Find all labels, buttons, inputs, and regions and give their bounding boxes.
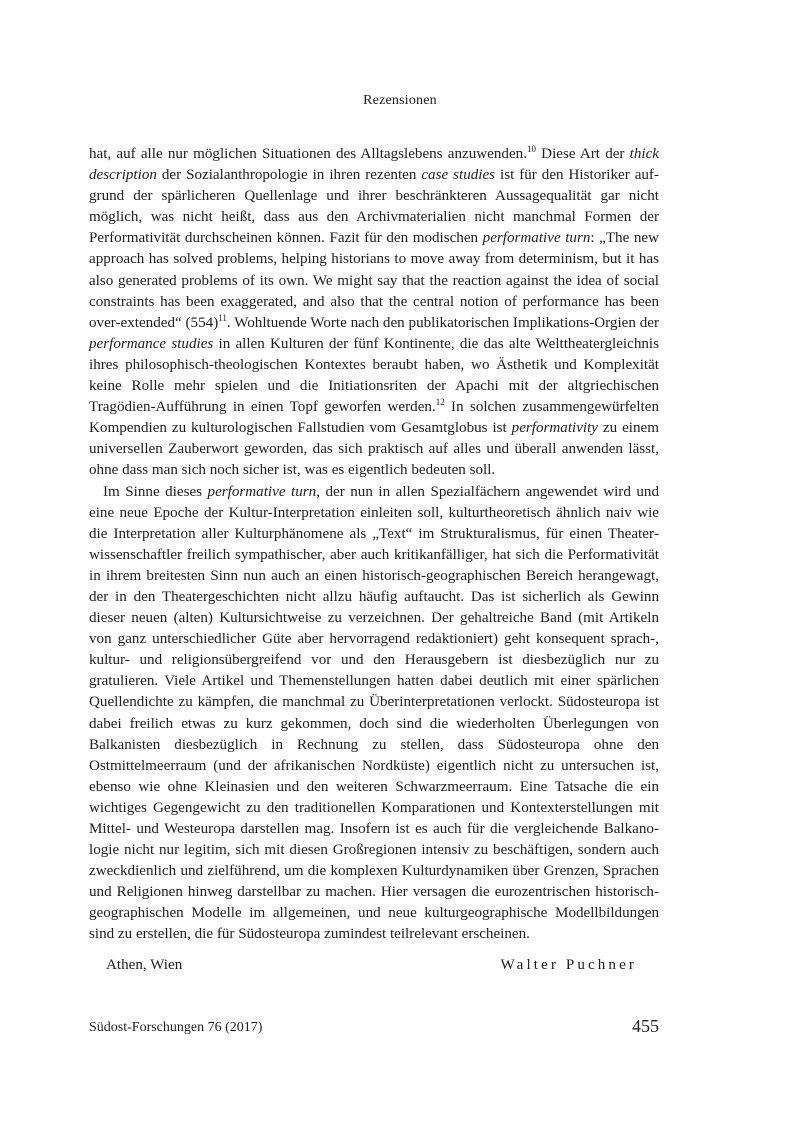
page-number: 455 (632, 1016, 659, 1036)
footnote-ref: 10 (526, 144, 536, 154)
italic-term: performativity (511, 420, 599, 437)
text-run: in allen Kulturen der fünf Kontinente, die das alte Welttheatergleichnis ihres philosophisch-theologischen Kontextes beraubt haben, wo Ästhetik und Komplexität keine Rolle mehr spielen und die Initiationsriten der Apachi mit der altgriechischen Tragödien-Aufführung in einen Topf geworfen werden. (89, 335, 659, 416)
italic-term: performative turn (207, 483, 317, 500)
text-run: Im Sinne dieses (103, 483, 208, 500)
text-run: Diese Art der (535, 146, 630, 162)
text-run: . Wohltuende Worte nach den publikatorischen Implikations-Orgien der (226, 314, 659, 331)
signature-place: Athen, Wien (106, 957, 183, 973)
italic-term: thick description (89, 146, 659, 184)
text-run: zu einem universellen Zauberwort geworden, das sich praktisch auf alles und überall anwenden lässt, ohne dass man sich noch sicher ist, was es eigentlich bedeuten soll. (89, 420, 659, 479)
footnote-ref: 12 (435, 397, 445, 408)
paragraph-2 (89, 482, 659, 946)
text-run: der Sozialanthropologie in ihren rezenten (156, 167, 422, 184)
italic-term: performance studies (89, 335, 214, 352)
italic-term: case studies (421, 167, 496, 184)
footer-journal-citation: Südost-Forschungen 76 (2017) (89, 1020, 263, 1035)
review-body (89, 144, 659, 946)
footnote-ref: 11 (218, 312, 227, 323)
paragraph-1 (89, 144, 659, 482)
signature-author: Walter Puchner (500, 957, 637, 973)
text-run: hat, auf alle nur möglichen Situationen des Alltagslebens anzuwenden. (89, 146, 527, 162)
text-run: , der nun in allen Spezialfächern angewendet wird und eine neue Epoche der Kultur-Interpretation einleiten soll, kulturtheoretisch ähnlich naiv wie die Interpretation aller Kulturphänomene als „Text“ im Strukturalismus, für einen Theaterwissenschaftler freilich sympathischer, aber auch kritikanfälliger, hat sich die Performativität in ihrem breitesten Sinn nun auch an einen historisch-geographischen Bereich herangewagt, der in den Theatergeschichten nicht allzu häufig auftaucht. Das ist sicherlich als Gewinn dieser neuen (alten) Kultursichtweise zu verzeichnen. Der gehaltreiche Band (mit Artikeln von ganz unterschiedlicher Güte aber hervorragend redaktioniert) geht konsequent sprach-, kultur- und religionsübergreifend vor und den Herausgebern ist diesbezüglich nur zu gratulieren. Viele Artikel und Themenstellungen hatten dabei deutlich mit einer spärlichen Quellendichte zu kämpfen, die manchmal zu Überinterpretationen verlockt. Südosteuropa ist dabei freilich etwas zu kurz gekommen, doch sind die wiederholten Überlegungen von Balkanisten diesbezüglich in Rechnung zu stellen, dass Südosteuropa ohne den Ostmittelmeerraum (und der afrikanischen Nordküste) eigentlich nicht zu untersuchen ist, ebenso wie ohne Kleinasien und den weiteren Schwarzmeerraum. Eine Tatsache die ein wichtiges Gegengewicht zu den traditionellen Komparationen und Kontexterstellungen mit Mittel- und Westeuropa darstellen mag. Insofern ist es auch für die vergleichende Balkanologie nicht nur legitim, sich mit diesen Großregionen intensiv zu beschäftigen, sondern auch zweckdienlich und zielführend, um die komplexen Kulturdynamiken über Grenzen, Sprachen und Religionen hinweg darstellbar zu machen. Hier versagen die eurozentrischen historisch-geographischen Modelle im allgemeinen, und neue kulturgeographische Modellbildungen sind zu erstellen, die für Südosteuropa zumindest teilrelevant erscheinen. (89, 483, 660, 943)
running-header: Rezensionen (363, 93, 437, 108)
text-run: In solchen zusammengewürfelten Kompendien zu kulturologischen Fallstudien vom Gesamtglobus ist (89, 399, 659, 437)
italic-term: performative turn (482, 230, 591, 247)
text-run: ist für den Historiker aufgrund der spärlicheren Quellenlage und ihrer beschränkteren Aussagequalität gar nicht möglich, was nicht heißt, dass aus den Archivmaterialien nicht manchmal Formen der Performativität durchscheinen können. Fazit für den modischen (89, 167, 659, 247)
text-run: : „The new approach has solved problems, helping historians to move away from determinism, but it has also generated problems of its own. We might say that the reaction against the idea of social constraints has been exaggerated, and also that the central notion of performance has been over-extended“ (554) (89, 230, 660, 331)
